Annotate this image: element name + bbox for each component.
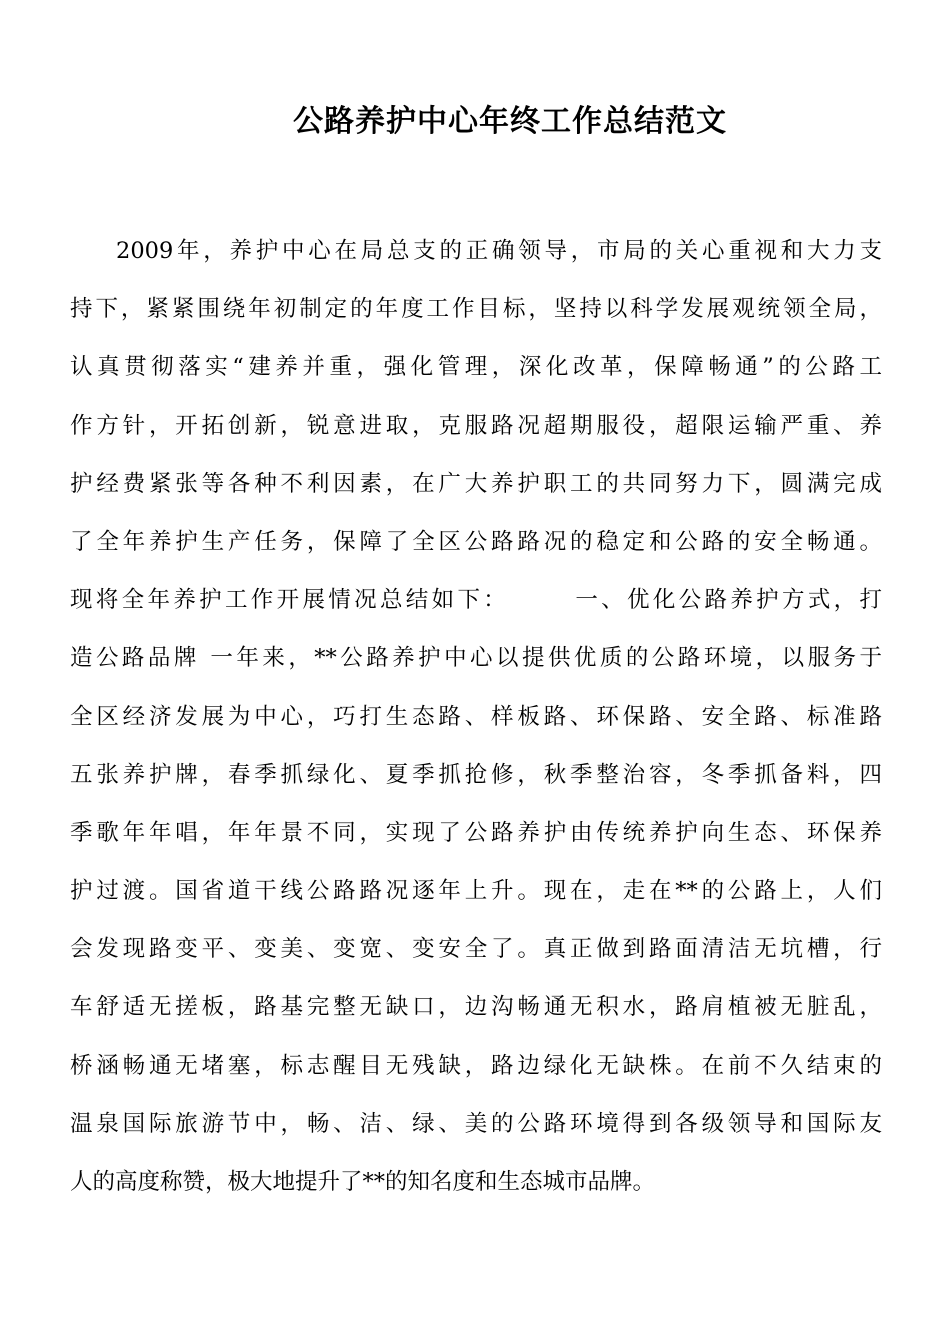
paragraph-line: 温泉国际旅游节中，畅、洁、绿、美的公路环境得到各级领导和国际友 (70, 1110, 882, 1137)
paragraph-line: 五张养护牌，春季抓绿化、夏季抓抢修，秋季整治容，冬季抓备料，四 (70, 761, 882, 788)
document-title: 公路养护中心年终工作总结范文 (293, 104, 727, 139)
paragraph-line: 持下，紧紧围绕年初制定的年度工作目标，坚持以科学发展观统领全局， (70, 296, 882, 323)
paragraph-line: 现将全年养护工作开展情况总结如下： 一、优化公路养护方式，打 (70, 587, 882, 614)
paragraph-line: 全区经济发展为中心，巧打生态路、样板路、环保路、安全路、标准路 (70, 703, 882, 730)
paragraph-line: 会发现路变平、变美、变宽、变安全了。真正做到路面清洁无坑槽，行 (70, 936, 882, 963)
paragraph-line: 2009年，养护中心在局总支的正确领导，市局的关心重视和大力支 (116, 238, 882, 264)
paragraph-line: 护过渡。国省道干线公路路况逐年上升。现在，走在**的公路上，人们 (70, 878, 882, 905)
paragraph-line: 桥涵畅通无堵塞，标志醒目无残缺，路边绿化无缺株。在前不久结束的 (70, 1052, 882, 1079)
paragraph-line: 季歌年年唱，年年景不同，实现了公路养护由传统养护向生态、环保养 (70, 819, 882, 846)
document-body (70, 228, 882, 1217)
paragraph-line: 人的高度称赞，极大地提升了**的知名度和生态城市品牌。 (70, 1169, 656, 1195)
paragraph-line: 造公路品牌 一年来，**公路养护中心以提供优质的公路环境，以服务于 (70, 645, 882, 672)
paragraph-line: 作方针，开拓创新，锐意进取，克服路况超期服役，超限运输严重、养 (70, 412, 882, 439)
paragraph-line: 认真贯彻落实“建养并重，强化管理，深化改革，保障畅通”的公路工 (70, 354, 882, 381)
paragraph-line: 了全年养护生产任务，保障了全区公路路况的稳定和公路的安全畅通。 (70, 528, 882, 555)
paragraph-line: 护经费紧张等各种不利因素，在广大养护职工的共同努力下，圆满完成 (70, 470, 882, 497)
paragraph-line: 车舒适无搓板，路基完整无缺口，边沟畅通无积水，路肩植被无脏乱， (70, 994, 882, 1021)
